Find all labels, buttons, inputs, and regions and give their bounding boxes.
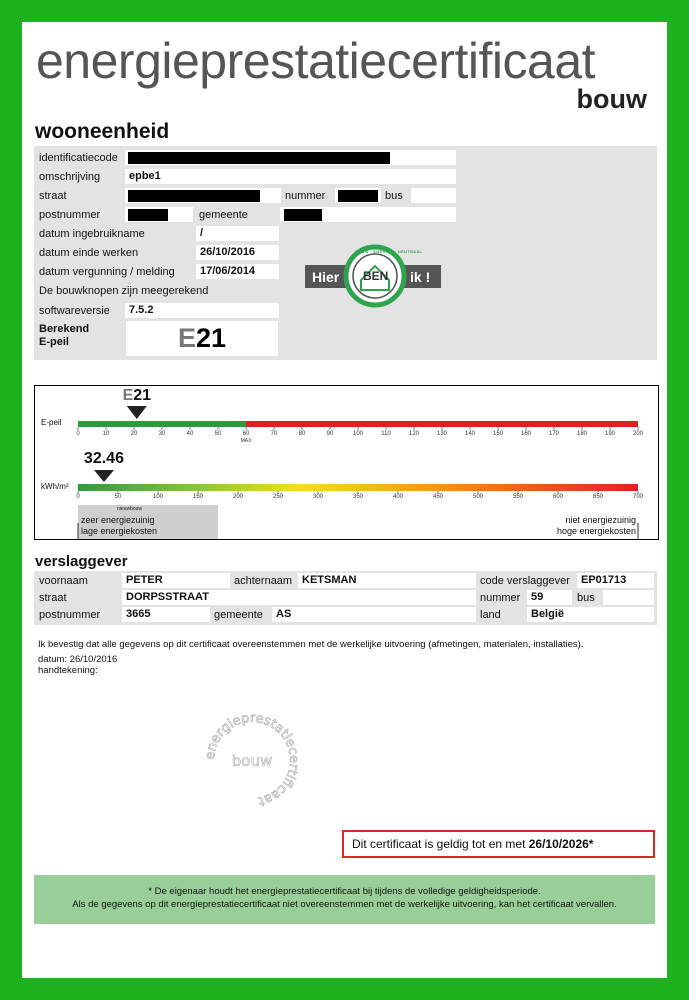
ben-right-text: ik !	[410, 269, 431, 285]
postcode-label: postnummer	[39, 209, 101, 221]
epeil-value-box	[126, 321, 278, 356]
ben-center-text: BEN	[363, 269, 389, 283]
calculated-label-1: Berekend	[39, 323, 90, 335]
reporter-first-name-label: voornaam	[39, 575, 88, 587]
street-redaction	[128, 190, 260, 202]
epeil-letter: E	[177, 323, 196, 353]
unit-heading: wooneenheid	[35, 120, 170, 143]
permit-date-field: 17/06/2014	[196, 264, 279, 279]
epeil-bar	[78, 421, 638, 427]
software-version-label: softwareversie	[39, 305, 110, 317]
reporter-country-field: België	[527, 607, 654, 622]
statement-date: datum: 26/10/2016	[38, 654, 118, 665]
reporter-postcode-label: postnummer	[39, 609, 101, 621]
kwh-tick-label: 0	[76, 494, 80, 500]
epeil-tick-label: 40	[186, 431, 194, 437]
epeil-marker-number: 21	[133, 387, 152, 404]
reporter-code-field: EP01713	[577, 573, 654, 588]
reporter-municipality-label: gemeente	[214, 609, 263, 621]
epeil-marker-triangle	[127, 406, 147, 419]
footer-note	[34, 875, 655, 924]
municipality-redaction	[284, 209, 322, 221]
kwh-tick-label: 100	[152, 494, 164, 500]
epeil-tick-label: 130	[436, 431, 448, 437]
stamp-graphic	[202, 710, 302, 810]
municipality-label: gemeente	[199, 209, 248, 221]
software-version-field: 7.5.2	[125, 303, 279, 318]
reporter-bus-label: bus	[577, 592, 595, 604]
number-redaction	[338, 190, 378, 202]
kwh-marker-label: 32.46	[83, 450, 124, 467]
street-label: straat	[39, 190, 67, 202]
description-label: omschrijving	[39, 171, 101, 183]
epeil-marker-label	[123, 387, 151, 405]
reporter-last-name-field: KETSMAN	[298, 573, 476, 588]
left-text-1: zeer energiezuinig	[81, 515, 155, 525]
validity-prefix: Dit certificaat is geldig tot en met	[352, 837, 529, 851]
kwh-scale-label: kWh/m²	[41, 482, 69, 491]
certificate-subtitle: bouw	[576, 84, 647, 114]
ben-ring-text: BOUW · ENERGIE · NEUTRAAL	[355, 249, 423, 254]
reporter-municipality-field: AS	[272, 607, 476, 622]
epeil-tick-label: 110	[381, 431, 391, 437]
epeil-tick-label: 50	[214, 431, 222, 437]
id-code-redaction	[128, 152, 390, 164]
epeil-tick-label: 0	[76, 431, 80, 437]
stamp-ring-text: energieprestatiecertificaat	[202, 710, 302, 809]
epeil-scale-label: E-peil	[41, 418, 62, 427]
epeil-tick-label: 80	[298, 431, 306, 437]
epeil-number: 21	[195, 323, 227, 353]
nieuwbouw-label: nieuwbouw	[117, 506, 143, 512]
end-works-date-label: datum einde werken	[39, 247, 139, 259]
kwh-tick-label: 550	[512, 494, 524, 500]
number-label: nummer	[285, 190, 326, 202]
kwh-tick-label: 150	[192, 494, 204, 500]
permit-date-label: datum vergunning / melding	[39, 266, 175, 278]
kwh-tick-label: 350	[352, 494, 364, 500]
reporter-first-name-field: PETER	[122, 573, 230, 588]
kwh-tick-label: 50	[114, 494, 122, 500]
ben-logo-area	[285, 232, 455, 318]
reporter-last-name-label: achternaam	[234, 575, 293, 587]
kwh-tick-label: 400	[392, 494, 404, 500]
energy-scale	[34, 385, 659, 540]
stamp	[202, 710, 302, 810]
footer-line-2: Als de gegevens op dit energieprestatiecertificaat niet overeenstemmen met de werkelijke uitvoering, kan het certificaat vervallen.	[72, 899, 617, 910]
kwh-tick-label: 500	[472, 494, 484, 500]
statement-text: Ik bevestig dat alle gegevens op dit certificaat overeenstemmen met de werkelijke uitvoering (afmetingen, materialen, installaties).	[38, 639, 584, 650]
kwh-bar	[78, 484, 638, 491]
epeil-max-label: MAX	[240, 438, 252, 444]
epeil-tick-label: 180	[576, 431, 588, 437]
bus-label: bus	[385, 190, 403, 202]
epeil-tick-label: 20	[130, 431, 138, 437]
epeil-tick-label: 190	[604, 431, 616, 437]
reporter-bus-field	[603, 590, 654, 605]
reporter-street-field: DORPSSTRAAT	[122, 590, 476, 605]
epeil-tick-marks	[78, 427, 638, 430]
epeil-tick-label: 160	[520, 431, 532, 437]
end-works-date-field: 26/10/2016	[196, 245, 279, 260]
reporter-country-label: land	[480, 609, 501, 621]
statement-signature: handtekening:	[38, 665, 98, 676]
calculated-label-2: E-peil	[39, 336, 69, 348]
commissioning-date-field: /	[196, 226, 279, 241]
reporter-heading: verslaggever	[35, 553, 128, 570]
footer-line-1: * De eigenaar houdt het energieprestatiecertificaat bij tijdens de volledige geldigheidsperiode.	[148, 886, 541, 897]
reporter-number-field: 59	[527, 590, 572, 605]
reporter-postcode-field: 3665	[122, 607, 210, 622]
stamp-center-text: bouw	[231, 752, 273, 770]
reporter-street-label: straat	[39, 592, 67, 604]
description-field: epbe1	[125, 169, 456, 184]
epeil-tick-label: 170	[548, 431, 560, 437]
epeil-tick-label: 70	[270, 431, 278, 437]
kwh-tick-label: 250	[272, 494, 284, 500]
kwh-marker-triangle	[94, 470, 114, 482]
kwh-tick-label: 450	[432, 494, 444, 500]
id-code-label: identificatiecode	[39, 152, 118, 164]
right-text-2: hoge energiekosten	[556, 526, 636, 536]
reporter-code-label: code verslaggever	[480, 575, 570, 587]
epeil-tick-label: 100	[352, 431, 364, 437]
validity-date: 26/10/2026*	[528, 837, 594, 851]
epeil-tick-label: 10	[102, 431, 110, 437]
kwh-tick-label: 650	[592, 494, 604, 500]
ben-left-text: Hier	[312, 269, 340, 285]
epeil-tick-label: 200	[632, 431, 644, 437]
right-text-1: niet energiezuinig	[565, 515, 636, 525]
epeil-tick-label: 150	[492, 431, 504, 437]
kwh-tick-label: 600	[552, 494, 564, 500]
reporter-number-label: nummer	[480, 592, 521, 604]
certificate-title: energieprestatiecertificaat	[36, 33, 596, 89]
kwh-tick-label: 200	[232, 494, 244, 500]
bus-field	[411, 188, 456, 203]
certificate-page	[22, 22, 667, 978]
epeil-tick-label: 120	[408, 431, 420, 437]
epeil-tick-label: 140	[464, 431, 476, 437]
postcode-redaction	[128, 209, 168, 221]
epeil-tick-label: 30	[158, 431, 166, 437]
validity-box	[342, 830, 655, 858]
epeil-marker-letter: E	[122, 387, 134, 404]
epeil-tick-label: 90	[326, 431, 334, 437]
kwh-tick-label: 300	[312, 494, 324, 500]
kwh-tick-label: 700	[632, 494, 644, 500]
commissioning-date-label: datum ingebruikname	[39, 228, 145, 240]
epeil-tick-label: 60	[242, 431, 250, 437]
left-text-2: lage energiekosten	[81, 526, 158, 536]
nodes-note: De bouwknopen zijn meegerekend	[39, 285, 209, 297]
